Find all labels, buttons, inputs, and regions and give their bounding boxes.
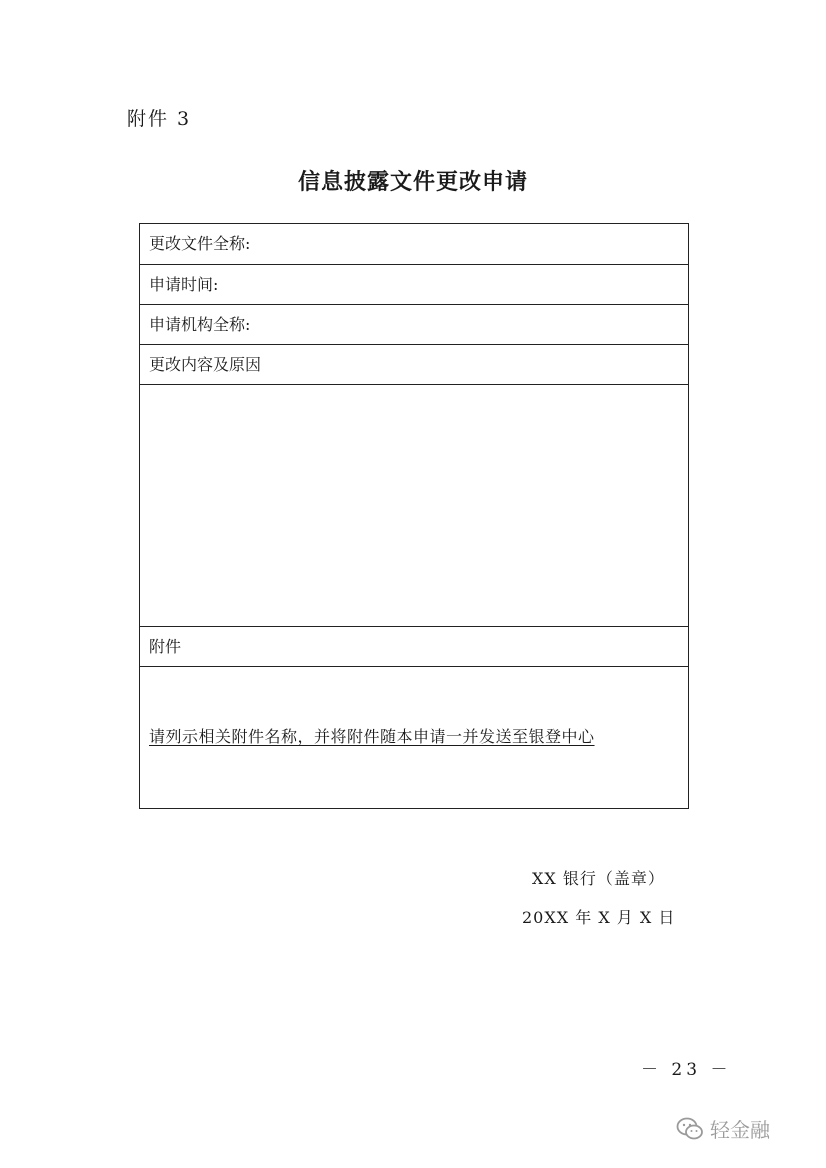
attachments-content-area: [140, 667, 688, 808]
apply-time-row: [140, 265, 688, 305]
doc-name-row: [140, 224, 688, 265]
change-reason-content-area: [140, 385, 688, 627]
attachments-label: 附件: [149, 636, 182, 656]
attachments-note: 请列示相关附件名称，并将附件随本申请一并发送至银登中心: [149, 727, 595, 746]
document-title: 信息披露文件更改申请: [297, 169, 528, 195]
bank-seal-line: XX 银行（盖章）: [532, 869, 665, 888]
institution-label: 申请机构全称:: [149, 314, 251, 334]
wechat-icon: [676, 1117, 704, 1141]
application-form-table: [139, 223, 689, 809]
attachment-number: 附件 3: [127, 108, 192, 130]
date-line: 20XX 年 X 月 X 日: [522, 908, 676, 927]
page-number: － 23 －: [641, 1060, 732, 1080]
watermark-text: 轻金融: [710, 1118, 770, 1142]
change-reason-label: 更改内容及原因: [149, 354, 262, 374]
change-reason-header-row: [140, 345, 688, 385]
attachments-header-row: [140, 627, 688, 667]
watermark: [676, 1114, 770, 1143]
apply-time-label: 申请时间:: [149, 274, 219, 294]
institution-row: [140, 305, 688, 345]
doc-name-label: 更改文件全称:: [149, 234, 251, 253]
